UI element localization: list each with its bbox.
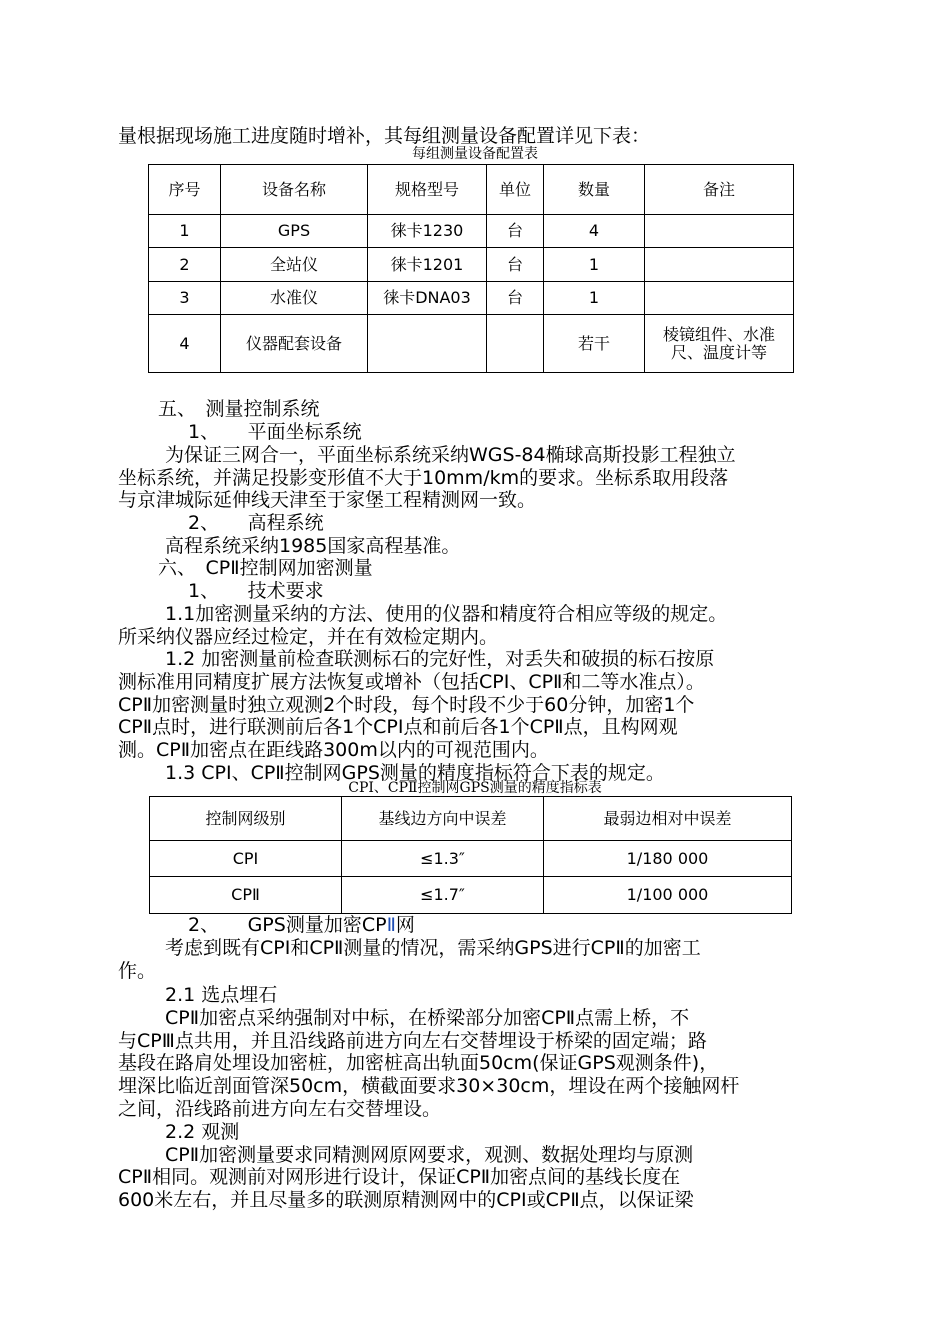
table-cell [487, 315, 544, 373]
text-line: 基段在路肩处埋设加密桩，加密桩高出轨面50cm(保证GPS观测条件)， [118, 1052, 719, 1074]
precision-table [149, 796, 792, 914]
table-cell [645, 282, 794, 315]
text-line: 与CPⅢ点共用，并且沿线路前进方向左右交替埋设于桥梁的固定端；路 [118, 1030, 707, 1052]
text-line: 1.1加密测量采纳的方法、使用的仪器和精度符合相应等级的规定。 [165, 603, 728, 625]
table-cell: 2 [149, 248, 221, 282]
subsection-heading: 1、 平面坐标系统 [188, 421, 362, 443]
text-line: 所采纳仪器应经过检定，并在有效检定期内。 [118, 626, 499, 648]
table-cell: 全站仪 [221, 248, 368, 282]
text-line: 埋深比临近剖面管深50cm，横截面要求30×30cm，埋设在两个接触网杆 [118, 1075, 740, 1097]
text-line: 坐标系统，并满足投影变形值不大于10mm/km的要求。坐标系取用段落 [118, 467, 729, 489]
text-line: 作。 [118, 960, 157, 982]
subsection-heading: 2.1 选点埋石 [165, 984, 278, 1006]
text-line: CPⅡ点时，进行联测前后各1个CPⅠ点和前后各1个CPⅡ点，且构网观 [118, 716, 678, 738]
table-cell: 棱镜组件、水准尺、温度计等 [645, 315, 794, 373]
text-line: CPⅡ加密测量时独立观测2个时段，每个时段不少于60分钟，加密1个 [118, 694, 695, 716]
subsection-heading [188, 913, 415, 937]
text-line: 考虑到既有CPⅠ和CPⅡ测量的情况，需采纳GPS进行CPⅡ的加密工 [165, 937, 701, 959]
text-line: 与京津城际延伸线天津至于家堡工程精测网一致。 [118, 489, 537, 511]
text-line: 测。CPⅡ加密点在距线路300m以内的可视范围内。 [118, 739, 549, 761]
header-cell: 最弱边相对中误差 [544, 797, 792, 841]
table-cell: CPⅠ [150, 841, 342, 877]
table2-caption: CPI、CPⅡ控制网GPS测量的精度指标表 [348, 780, 602, 796]
table-cell: 1 [544, 282, 645, 315]
subsection-heading: 2.2 观测 [165, 1121, 240, 1143]
text-line: CPⅡ加密点采纳强制对中标，在桥梁部分加密CPⅡ点需上桥，不 [165, 1007, 690, 1029]
header-cell: 控制网级别 [150, 797, 342, 841]
table-cell: 3 [149, 282, 221, 315]
text-line: 高程系统采纳1985国家高程基准。 [165, 535, 461, 557]
table-cell: 徕卡1230 [368, 215, 487, 248]
table-row [149, 282, 794, 315]
table-row [149, 215, 794, 248]
table-cell: 水准仪 [221, 282, 368, 315]
table-cell: 徕卡DNA03 [368, 282, 487, 315]
header-cell: 数量 [544, 165, 645, 215]
table-cell: 1 [544, 248, 645, 282]
table-cell [368, 315, 487, 373]
section-heading: 六、 CPⅡ控制网加密测量 [158, 557, 373, 579]
header-cell: 设备名称 [221, 165, 368, 215]
table-header-row [150, 797, 792, 841]
table-cell: 1/180 000 [544, 841, 792, 877]
text-line: 量根据现场施工进度随时增补，其每组测量设备配置详见下表： [118, 125, 651, 147]
table-row [150, 877, 792, 914]
heading-text-2: Ⅱ [386, 914, 396, 936]
table-cell [645, 215, 794, 248]
text-line: 为保证三网合一，平面坐标系统采纳WGS-84椭球高斯投影工程独立 [165, 444, 736, 466]
header-cell: 规格型号 [368, 165, 487, 215]
table-cell: 1 [149, 215, 221, 248]
text-line: 测标准用同精度扩展方法恢复或增补（包括CPⅠ、CPⅡ和二等水准点）。 [118, 671, 705, 693]
table-cell: GPS [221, 215, 368, 248]
table1-caption: 每组测量设备配置表 [412, 146, 538, 162]
table-row [149, 315, 794, 373]
text-line: 600米左右，并且尽量多的联测原精测网中的CPⅠ或CPⅡ点，以保证梁 [118, 1189, 694, 1211]
table-cell: 仪器配套设备 [221, 315, 368, 373]
table-cell: 1/100 000 [544, 877, 792, 914]
section-heading: 五、 测量控制系统 [158, 398, 320, 420]
table-cell: ≤1.3″ [342, 841, 544, 877]
table-cell: 台 [487, 282, 544, 315]
text-line: CPⅡ加密测量要求同精测网原网要求，观测、数据处理均与原测 [165, 1144, 694, 1166]
heading-text-3: 网 [395, 914, 415, 936]
subsection-heading: 2、 高程系统 [188, 512, 324, 534]
header-cell: 基线边方向中误差 [342, 797, 544, 841]
table-cell: 4 [544, 215, 645, 248]
header-cell: 单位 [487, 165, 544, 215]
table-cell: 若干 [544, 315, 645, 373]
table-cell: CPⅡ [150, 877, 342, 914]
heading-text-1: 2、 GPS测量加密CP [188, 914, 387, 936]
equipment-table [148, 164, 794, 373]
table-row [149, 248, 794, 282]
table-cell: 台 [487, 215, 544, 248]
table-cell [645, 248, 794, 282]
text-line: 1.2 加密测量前检查联测标石的完好性，对丢失和破损的标石按原 [165, 648, 715, 670]
table-cell: 4 [149, 315, 221, 373]
table-row [150, 841, 792, 877]
table-cell: 徕卡1201 [368, 248, 487, 282]
text-line: CPⅡ相同。观测前对网形进行设计，保证CPⅡ加密点间的基线长度在 [118, 1166, 681, 1188]
header-cell: 备注 [645, 165, 794, 215]
subsection-heading: 1、 技术要求 [188, 580, 324, 602]
table-header-row [149, 165, 794, 215]
text-line: 之间，沿线路前进方向左右交替埋设。 [118, 1098, 442, 1120]
table-cell: 台 [487, 248, 544, 282]
table-cell: ≤1.7″ [342, 877, 544, 914]
header-cell: 序号 [149, 165, 221, 215]
text-line: 1.3 CPⅠ、CPⅡ控制网GPS测量的精度指标符合下表的规定。 [165, 762, 665, 784]
